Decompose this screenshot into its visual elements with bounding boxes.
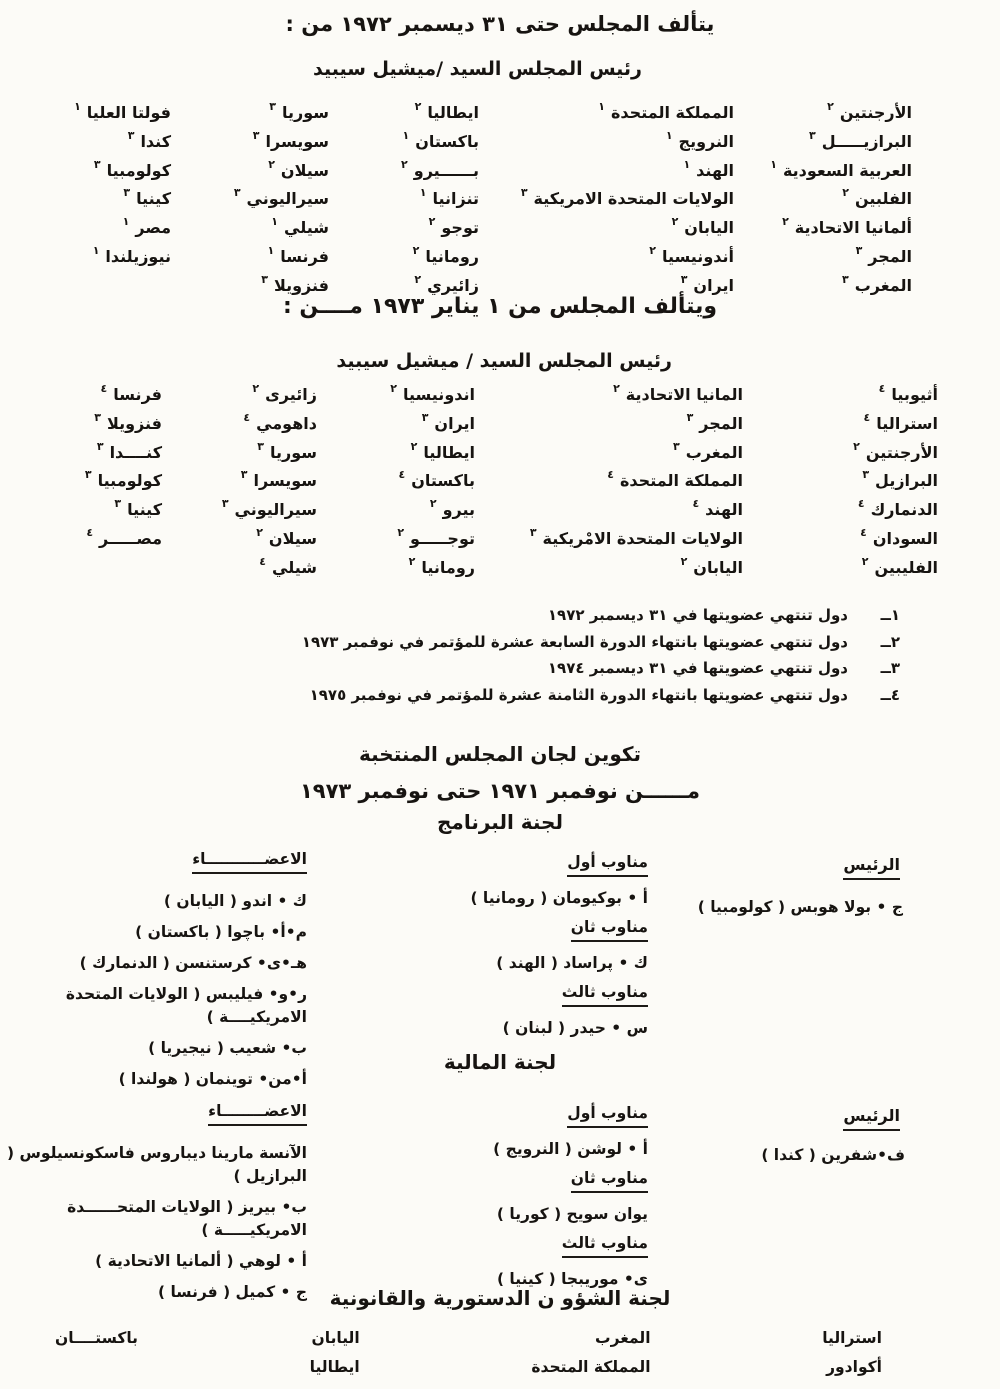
country-item — [734, 215, 912, 244]
footnote-ref: ٤ — [607, 468, 614, 482]
text-item: ب• بيريز ( الولايات المتحــــــدة الامريكيـــــة ) — [67, 1198, 307, 1239]
deputy-label — [343, 918, 648, 942]
footnote-ref: ٢ — [861, 554, 869, 568]
country-item — [317, 411, 475, 440]
council-1973-title: ويتألف المجلس من ١ يناير ١٩٧٣ مــــن : — [282, 294, 718, 319]
text-item: المغرب — [595, 1329, 651, 1347]
country-column — [743, 382, 938, 584]
country-name: المانيا الاتحادية — [625, 385, 743, 404]
country-name: بــــــيرو — [413, 160, 479, 180]
country-item — [329, 100, 479, 129]
footnote-ref: ٣ — [252, 128, 260, 142]
program-members-label-text: الاعضـــــــــــاء — [192, 850, 307, 874]
country-item — [734, 100, 912, 129]
council-members-1973-list — [18, 382, 938, 584]
text-item: ب• شعيب ( نيجيريا ) — [148, 1039, 307, 1057]
country-item — [329, 158, 479, 187]
footnote-ref: ٣ — [269, 100, 276, 113]
country-item — [743, 555, 938, 584]
country-name: العربية السعودية — [782, 160, 912, 180]
footnote-ref: ٤ — [857, 497, 865, 511]
committees-header-line2: مــــــن نوفمبر ١٩٧١ حتى نوفمبر ١٩٧٣ — [299, 779, 701, 803]
country-name: اليابان — [693, 557, 743, 577]
footnote-row — [302, 655, 900, 682]
country-name: كولومبيا — [97, 471, 162, 491]
committees-header-line1: تكوين لجان المجلس المنتخبة — [358, 742, 641, 766]
country-item — [475, 497, 743, 526]
footnote-ref: ٣ — [520, 186, 528, 200]
footnote-ref: ٢ — [397, 525, 405, 539]
country-name: باكستان — [415, 131, 479, 151]
country-column — [329, 100, 479, 302]
country-item — [743, 526, 938, 555]
country-item — [18, 244, 171, 273]
finance-members-label — [5, 1102, 307, 1126]
country-item — [162, 497, 317, 526]
country-name: شيلي — [272, 557, 317, 577]
legal-column — [55, 1324, 138, 1382]
country-name: ايطاليا — [423, 442, 475, 462]
country-name: مصر — [135, 218, 171, 238]
country-name: المجر — [699, 413, 743, 433]
country-column — [18, 382, 162, 584]
country-name: فرنسا — [113, 385, 162, 404]
legal-column — [531, 1324, 650, 1382]
country-name: ايران — [693, 275, 734, 295]
country-item — [317, 497, 475, 526]
footnote-ref: ٢ — [649, 243, 656, 257]
country-item — [162, 555, 317, 584]
country-item — [171, 186, 329, 215]
deputy-label-text: مناوب ثالث — [562, 983, 648, 1007]
country-item — [171, 100, 329, 129]
country-item — [479, 186, 734, 215]
program-chairman-label-text: الرئيس — [843, 855, 900, 880]
footnote-number: ٢ــ — [880, 632, 900, 651]
country-name: أندونيسيا — [661, 246, 734, 266]
footnote-ref: ٢ — [412, 243, 420, 257]
deputy-label — [343, 983, 648, 1007]
footnote-ref: ٣ — [529, 525, 537, 539]
country-item — [475, 411, 743, 440]
country-item — [329, 244, 479, 273]
country-item — [317, 555, 475, 584]
country-name: رومانيا — [421, 557, 475, 577]
country-name: سويسرا — [253, 471, 317, 491]
country-item — [475, 526, 743, 555]
footnote-ref: ٢ — [414, 272, 422, 286]
footnote-ref: ٤ — [86, 525, 94, 539]
footnote-ref: ٢ — [268, 157, 275, 171]
footnote-ref: ٢ — [428, 215, 436, 229]
footnote-ref: ٤ — [243, 410, 251, 424]
deputy-label — [343, 1104, 648, 1128]
legal-committee-members — [55, 1324, 882, 1382]
footnote-ref: ١ — [665, 128, 673, 142]
footnote-ref: ١ — [419, 186, 427, 200]
finance-chairman-label — [843, 1106, 900, 1131]
country-name: الأرجنتين — [839, 103, 912, 122]
footnote-ref: ١ — [92, 243, 100, 257]
deputy-label-text: مناوب أول — [567, 853, 648, 877]
country-column — [18, 100, 171, 302]
country-item — [475, 382, 743, 411]
footnote-ref: ٣ — [84, 468, 92, 482]
country-name: فنزويلا — [106, 413, 162, 433]
country-item — [171, 129, 329, 158]
text-item: باكستــــان — [55, 1329, 138, 1347]
country-name: سيراليوني — [234, 500, 317, 520]
legal-committee-title: لجنة الشؤو ن الدستورية والقانونية — [329, 1286, 671, 1310]
country-name: ألمانيا الاتحادية — [794, 218, 912, 238]
text-item: أكوادور — [826, 1358, 882, 1376]
country-item — [743, 497, 938, 526]
footnote-ref: ٢ — [613, 382, 620, 395]
country-name: كنــــدا — [109, 442, 162, 462]
country-name: اليابان — [684, 218, 734, 238]
country-item — [18, 215, 171, 244]
country-item — [329, 186, 479, 215]
footnote-ref: ٢ — [680, 554, 688, 568]
country-name: سويسرا — [265, 131, 329, 151]
country-name: كولومبيا — [106, 160, 171, 180]
country-item — [162, 526, 317, 555]
footnote-ref: ٢ — [782, 215, 789, 229]
country-column — [479, 100, 734, 302]
country-name: توجو — [441, 218, 479, 238]
country-item — [18, 526, 162, 555]
country-name: داهومي — [256, 413, 317, 433]
country-column — [162, 382, 317, 584]
country-item — [743, 440, 938, 469]
country-item — [162, 440, 317, 469]
country-name: الدنمارك — [870, 500, 938, 520]
country-name: فرنسا — [280, 246, 329, 266]
footnote-ref: ١ — [770, 157, 777, 171]
footnote-text: دول تنتهي عضويتها بانتهاء الدورة الثامنة عشرة للمؤتمر في نوفمبر ١٩٧٥ — [309, 685, 848, 704]
program-members-label — [18, 850, 307, 874]
deputy-label-text: مناوب أول — [567, 1104, 648, 1128]
text-item: أ • لوهي ( ألمانيا الاتحادية ) — [95, 1252, 307, 1270]
country-item — [18, 411, 162, 440]
country-name: البرازيـــــل — [821, 131, 912, 151]
country-name: المملكة المتحدة — [619, 471, 743, 491]
footnote-ref: ٣ — [240, 468, 248, 482]
deputy-label-text: مناوب ثان — [571, 1169, 648, 1193]
legal-column — [310, 1324, 360, 1382]
footnote-ref: ٤ — [259, 554, 267, 568]
deputy-label-text: مناوب ثالث — [562, 1234, 648, 1258]
footnote-ref: ٣ — [93, 157, 101, 171]
footnote-ref: ٣ — [862, 468, 870, 482]
country-name: بيرو — [442, 500, 475, 520]
country-name: تنزانيا — [432, 189, 479, 209]
country-item — [734, 244, 912, 273]
country-item — [162, 382, 317, 411]
text-item: أ•من• توينمان ( هولندا ) — [118, 1070, 307, 1088]
country-item — [18, 186, 171, 215]
footnote-ref: ٢ — [408, 554, 416, 568]
country-item — [479, 100, 734, 129]
country-name: فنزويلا — [273, 275, 329, 295]
deputy-name: يوان سويح ( كوريا ) — [496, 1205, 648, 1223]
text-item: استراليا — [822, 1329, 882, 1347]
country-name: ايطاليا — [427, 103, 479, 122]
country-name: المملكة المتحدة — [610, 103, 734, 122]
program-committee-title: لجنة البرنامج — [437, 810, 563, 834]
footnote-ref: ١ — [74, 100, 81, 113]
finance-members-list — [5, 1142, 307, 1304]
country-name: توجـــــو — [410, 528, 475, 548]
deputy-label — [343, 1169, 648, 1193]
country-name: سيراليوني — [246, 189, 329, 209]
council-1972-title: يتألف المجلس حتى ٣١ ديسمبر ١٩٧٢ من : — [285, 12, 715, 36]
council-1972-president: رئيس المجلس السيد /ميشيل سيبيد — [313, 58, 642, 80]
footnote-ref: ٣ — [123, 186, 131, 200]
footnote-ref: ٢ — [853, 439, 860, 453]
footnote-ref: ١ — [598, 100, 605, 113]
deputy-label — [343, 1234, 648, 1258]
footnote-ref: ٢ — [401, 157, 408, 171]
footnote-ref: ٣ — [261, 272, 268, 286]
footnote-ref: ٣ — [808, 128, 816, 142]
footnote-ref: ٣ — [686, 410, 694, 424]
country-item — [743, 411, 938, 440]
country-item — [162, 468, 317, 497]
footnote-ref: ٤ — [100, 382, 108, 395]
footnote-ref: ١ — [267, 243, 275, 257]
country-name: الهند — [705, 500, 743, 520]
country-name: فولتا العليا — [86, 103, 171, 122]
country-name: كينيا — [136, 189, 171, 209]
footnote-ref: ٢ — [252, 382, 260, 395]
country-item — [479, 244, 734, 273]
footnote-ref: ٢ — [827, 100, 834, 113]
footnote-ref: ٣ — [673, 439, 680, 453]
country-name: رومانيا — [425, 246, 479, 266]
country-item — [171, 215, 329, 244]
country-item — [475, 468, 743, 497]
council-members-1972-list — [18, 100, 912, 302]
text-item: هـ•ى• كرستنسن ( الدنمارك ) — [79, 954, 307, 972]
country-item — [317, 440, 475, 469]
footnote-ref: ٣ — [257, 439, 264, 453]
country-item — [162, 411, 317, 440]
country-item — [317, 382, 475, 411]
country-name: ايران — [434, 413, 475, 433]
country-name: الأرجنتين — [865, 442, 938, 462]
country-item — [734, 186, 912, 215]
country-name: الهند — [696, 160, 734, 180]
footnote-ref: ٣ — [96, 439, 104, 453]
finance-committee-title: لجنة المالية — [443, 1050, 557, 1074]
text-item: ر•و• فيليبس ( الولايات المتحدة الامريكيــــة ) — [65, 985, 307, 1026]
country-item — [479, 215, 734, 244]
country-name: باكستان — [411, 471, 475, 491]
country-item — [743, 382, 938, 411]
country-item — [171, 158, 329, 187]
country-name: سوريا — [270, 442, 317, 462]
footnote-ref: ٤ — [398, 468, 406, 482]
country-item — [18, 158, 171, 187]
footnote-ref: ٢ — [671, 215, 679, 229]
footnote-ref: ٣ — [842, 272, 849, 286]
country-name: شيلي — [284, 218, 329, 238]
program-chairman-label — [843, 855, 900, 880]
text-item: اليابان — [311, 1329, 360, 1347]
country-name: اندونيسيا — [402, 385, 475, 404]
deputy-name: س • حيدر ( لبنان ) — [502, 1019, 648, 1037]
text-item: ايطاليا — [309, 1358, 360, 1376]
program-chairman-name: ج • بولا هوبس ( كولومبيا ) — [697, 898, 903, 916]
footnote-ref: ٣ — [221, 497, 229, 511]
country-item — [734, 158, 912, 187]
country-item — [743, 468, 938, 497]
footnote-ref: ٣ — [421, 410, 429, 424]
country-name: سيلان — [268, 528, 317, 548]
country-column — [317, 382, 475, 584]
footnote-ref: ٢ — [410, 439, 418, 453]
country-name: الولايات المتحدة الامْريكية — [542, 528, 743, 548]
country-name: سوريا — [282, 103, 329, 122]
text-item: م•أ• باچوا ( باكستان ) — [135, 923, 307, 941]
country-column — [171, 100, 329, 302]
finance-members — [5, 1102, 307, 1312]
country-name: الفليبين — [874, 557, 938, 577]
country-name: مصـــــر — [99, 528, 162, 548]
country-name: نيوزيلندا — [105, 246, 171, 266]
country-item — [475, 555, 743, 584]
country-item — [479, 129, 734, 158]
footnote-row — [302, 602, 900, 629]
country-name: سيلان — [280, 160, 329, 180]
country-name: المجر — [868, 246, 912, 266]
footnote-ref: ٣ — [127, 128, 135, 142]
country-item — [475, 440, 743, 469]
country-name: النرويج — [678, 131, 734, 151]
committees-header — [0, 736, 1000, 810]
footnote-ref: ٢ — [414, 100, 422, 113]
footnote-ref: ٣ — [114, 497, 122, 511]
legal-column — [822, 1324, 882, 1382]
country-item — [329, 129, 479, 158]
footnote-ref: ٤ — [692, 497, 700, 511]
footnote-ref: ٤ — [863, 410, 871, 424]
country-item — [18, 497, 162, 526]
footnote-ref: ٢ — [390, 382, 397, 395]
footnote-row — [302, 682, 900, 709]
country-name: كندا — [140, 131, 171, 151]
country-item — [18, 468, 162, 497]
finance-members-label-text: الاعضــــــــاء — [208, 1102, 307, 1126]
finance-chairman-name: ف•شفرين ( كندا ) — [761, 1146, 905, 1164]
country-column — [734, 100, 912, 302]
footnote-number: ١ــ — [880, 606, 900, 624]
deputy-label — [343, 853, 648, 877]
country-item — [479, 158, 734, 187]
country-name: المغرب — [854, 275, 912, 295]
footnote-row — [302, 629, 900, 656]
country-column — [475, 382, 743, 584]
footnote-ref: ٣ — [855, 243, 863, 257]
deputy-name: أ • لوشن ( النرويج ) — [493, 1140, 648, 1158]
country-name: زائيرى — [265, 385, 317, 404]
country-item — [317, 526, 475, 555]
deputy-name: ك • پراساد ( الهند ) — [496, 954, 648, 972]
country-name: كينيا — [127, 500, 162, 520]
country-name: البرازيل — [875, 471, 938, 491]
footnote-number: ٣ــ — [880, 659, 900, 677]
footnote-ref: ٢ — [256, 525, 263, 539]
footnote-text: دول تنتهي عضويتها بانتهاء الدورة السابعة عشرة للمؤتمر في نوفمبر ١٩٧٣ — [301, 632, 848, 651]
country-item — [18, 382, 162, 411]
footnote-ref: ٢ — [429, 497, 437, 511]
country-item — [171, 244, 329, 273]
country-name: أثيوبيا — [891, 385, 938, 404]
footnote-ref: ١ — [402, 128, 410, 142]
footnote-text: دول تنتهي عضويتها في ٣١ ديسمبر ١٩٧٤ — [547, 659, 848, 677]
footnote-ref: ٣ — [94, 410, 101, 424]
country-item — [317, 468, 475, 497]
text-item: المملكة المتحدة — [531, 1358, 651, 1376]
membership-footnotes — [302, 602, 900, 708]
country-item — [18, 129, 171, 158]
deputy-name: ى• موريبجا ( كينيا ) — [496, 1270, 648, 1288]
text-item: الآنسة مارينا ديباروس فاسكونسيلوس ( البرازيل ) — [7, 1144, 307, 1185]
country-name: الولايات المتحدة الامريكية — [533, 189, 734, 209]
text-item: ك • اندو ( اليابان ) — [163, 892, 307, 910]
program-deputies — [343, 853, 648, 1048]
country-item — [734, 129, 912, 158]
country-name: السودان — [872, 528, 938, 548]
footnote-ref: ٤ — [860, 525, 867, 539]
country-name: زائيري — [427, 275, 479, 295]
footnote-text: دول تنتهي عضويتها في ٣١ ديسمبر ١٩٧٢ — [547, 606, 848, 624]
text-item: ج • كميل ( فرنسا ) — [158, 1283, 307, 1301]
footnote-ref: ٣ — [680, 272, 688, 286]
finance-chairman-label-text: الرئيس — [843, 1106, 900, 1131]
country-item — [18, 100, 171, 129]
footnote-ref: ٤ — [878, 382, 886, 395]
deputy-name: أ • بوكيومان ( رومانيا ) — [470, 889, 648, 907]
footnote-number: ٤ــ — [880, 685, 900, 704]
country-name: الفلبين — [855, 189, 912, 209]
country-item — [329, 215, 479, 244]
deputy-label-text: مناوب ثان — [571, 918, 648, 942]
council-1973-president: رئيس المجلس السيد / ميشيل سيبيد — [336, 350, 672, 372]
country-name: المغرب — [685, 442, 743, 462]
footnote-ref: ٢ — [842, 186, 849, 200]
footnote-ref: ١ — [271, 215, 279, 229]
footnote-ref: ١ — [122, 215, 130, 229]
country-name: استراليا — [876, 413, 938, 433]
country-item — [18, 440, 162, 469]
footnote-ref: ٣ — [233, 186, 241, 200]
footnote-ref: ١ — [683, 157, 691, 171]
finance-deputies — [343, 1104, 648, 1299]
